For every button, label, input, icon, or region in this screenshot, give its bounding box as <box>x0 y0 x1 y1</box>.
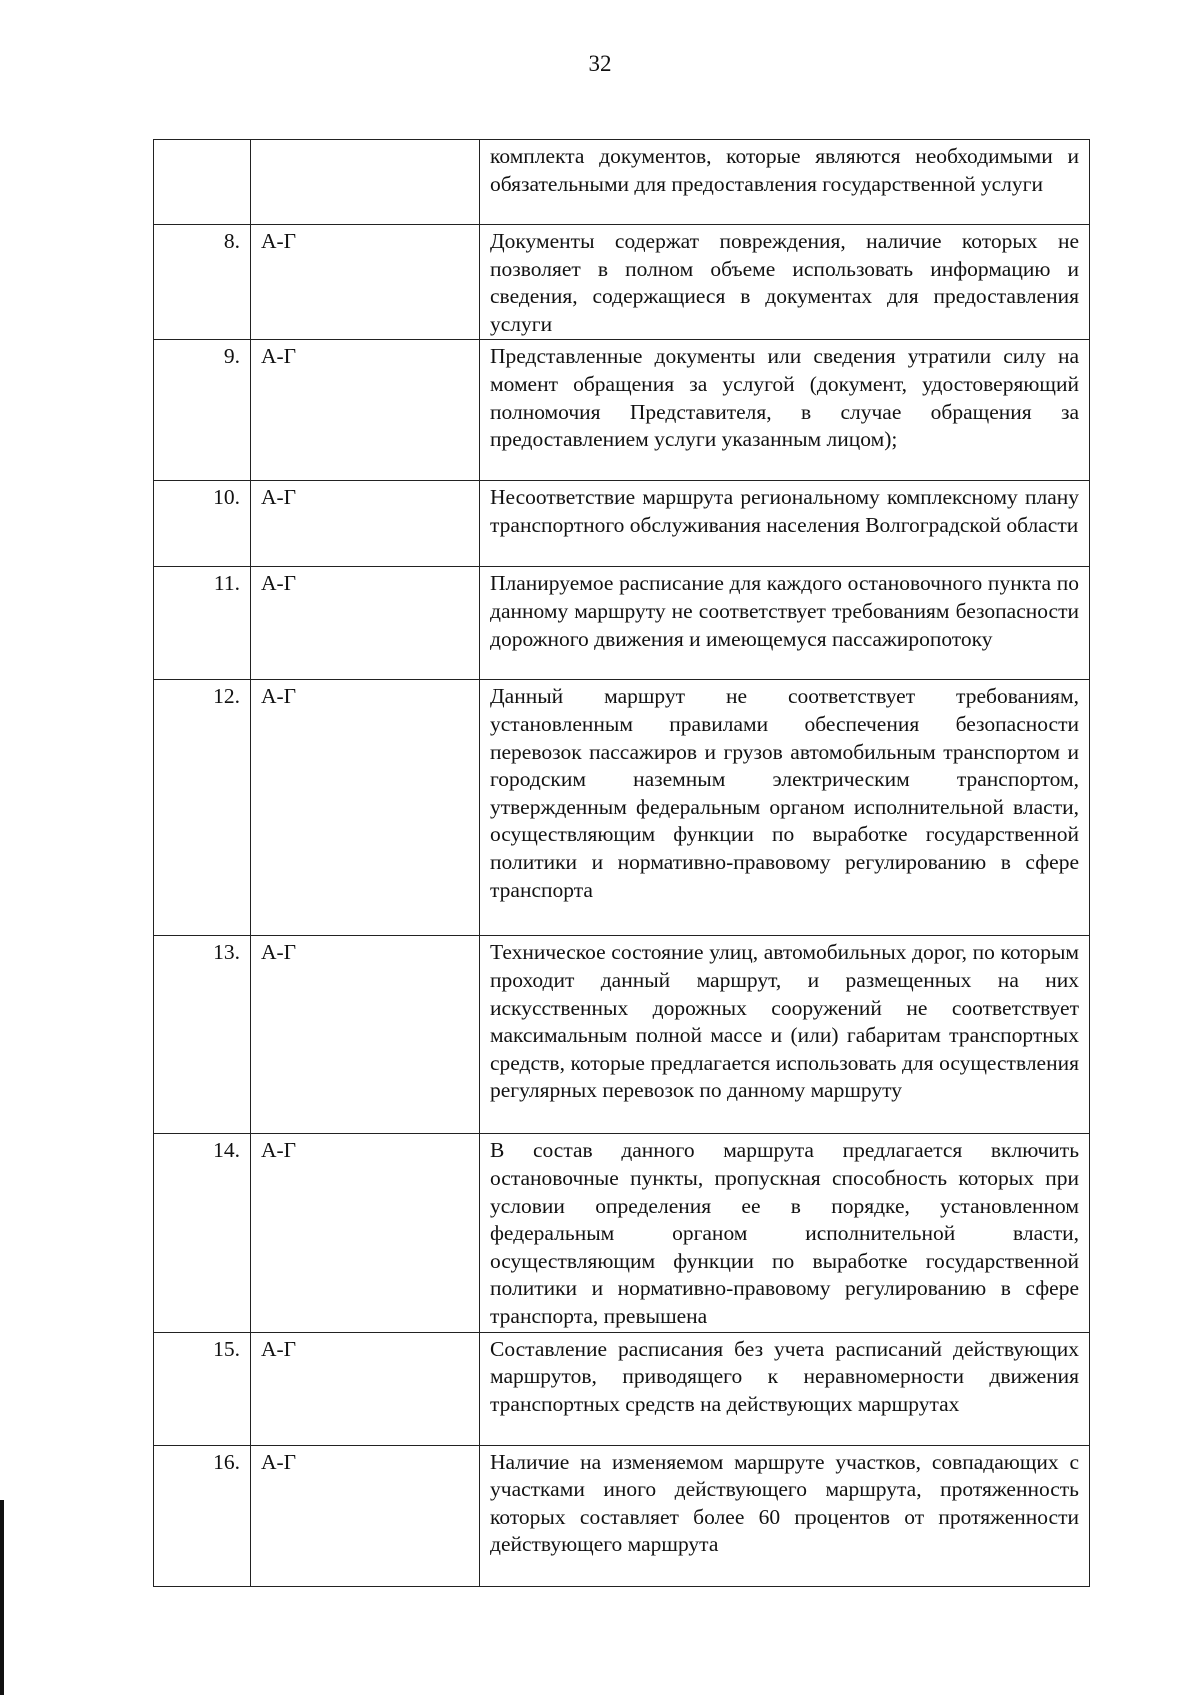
row-number-cell: 14. <box>154 1134 251 1332</box>
row-code-cell: А-Г <box>251 680 480 936</box>
row-text-cell: В состав данного маршрута предлагается включить остановочные пункты, пропускная способность которых при условии определения ее в порядке, установленном федеральным органом исполнительной власти, осуществляющим функции по выработке государственной политики и нормативно-правовому регулированию в сфере транспорта, превышена <box>480 1134 1090 1332</box>
row-text-cell: Наличие на изменяемом маршруте участков, совпадающих с участками иного действующего маршрута, протяженность которых составляет более 60 процентов от протяженности действующего маршрута <box>480 1445 1090 1586</box>
row-number-cell: 8. <box>154 225 251 340</box>
page-number: 32 <box>588 51 612 76</box>
table-row <box>154 1134 1090 1332</box>
row-number-cell <box>154 140 251 225</box>
row-code-cell: А-Г <box>251 340 480 481</box>
row-code-cell <box>251 140 480 225</box>
row-code-cell: А-Г <box>251 1332 480 1445</box>
table-row <box>154 1445 1090 1586</box>
table-row <box>154 340 1090 481</box>
row-number-cell: 16. <box>154 1445 251 1586</box>
table-row <box>154 481 1090 567</box>
row-number-cell: 12. <box>154 680 251 936</box>
row-number-cell: 15. <box>154 1332 251 1445</box>
row-text-cell: комплекта документов, которые являются необходимыми и обязательными для предоставления государственной услуги <box>480 140 1090 225</box>
row-number-cell: 9. <box>154 340 251 481</box>
row-text-cell: Техническое состояние улиц, автомобильных дорог, по которым проходит данный маршрут, и размещенных на них искусственных дорожных сооружений не соответствует максимальным полной массе и (или) габаритам транспортных средств, которые предлагается использовать для осуществления регулярных перевозок по данному маршруту <box>480 936 1090 1134</box>
row-text-cell: Представленные документы или сведения утратили силу на момент обращения за услугой (документ, удостоверяющий полномочия Представителя, в случае обращения за предоставлением услуги указанным лицом); <box>480 340 1090 481</box>
row-code-cell: А-Г <box>251 225 480 340</box>
table-row <box>154 567 1090 680</box>
table-row <box>154 680 1090 936</box>
row-number-cell: 11. <box>154 567 251 680</box>
row-code-cell: А-Г <box>251 567 480 680</box>
row-code-cell: А-Г <box>251 1445 480 1586</box>
table-row <box>154 936 1090 1134</box>
row-text-cell: Планируемое расписание для каждого остановочного пункта по данному маршруту не соответствует требованиям безопасности дорожного движения и имеющемуся пассажиропотоку <box>480 567 1090 680</box>
row-code-cell: А-Г <box>251 1134 480 1332</box>
table-row <box>154 1332 1090 1445</box>
row-code-cell: А-Г <box>251 481 480 567</box>
row-code-cell: А-Г <box>251 936 480 1134</box>
row-text-cell: Несоответствие маршрута региональному комплексному плану транспортного обслуживания населения Волгоградской области <box>480 481 1090 567</box>
row-text-cell: Документы содержат повреждения, наличие которых не позволяет в полном объеме использовать информацию и сведения, содержащиеся в документах для предоставления услуги <box>480 225 1090 340</box>
table-row <box>154 140 1090 225</box>
row-text-cell: Данный маршрут не соответствует требованиям, установленным правилами обеспечения безопасности перевозок пассажиров и грузов автомобильным транспортом и городским наземным электрическим транспортом, утвержденным федеральным органом исполнительной власти, осуществляющим функции по выработке государственной политики и нормативно-правовому регулированию в сфере транспорта <box>480 680 1090 936</box>
scan-edge-mark <box>0 1500 4 1695</box>
row-number-cell: 10. <box>154 481 251 567</box>
row-number-cell: 13. <box>154 936 251 1134</box>
row-text-cell: Составление расписания без учета расписаний действующих маршрутов, приводящего к неравномерности движения транспортных средств на действующих маршрутах <box>480 1332 1090 1445</box>
table-row <box>154 225 1090 340</box>
refusal-grounds-table <box>153 139 1090 1587</box>
